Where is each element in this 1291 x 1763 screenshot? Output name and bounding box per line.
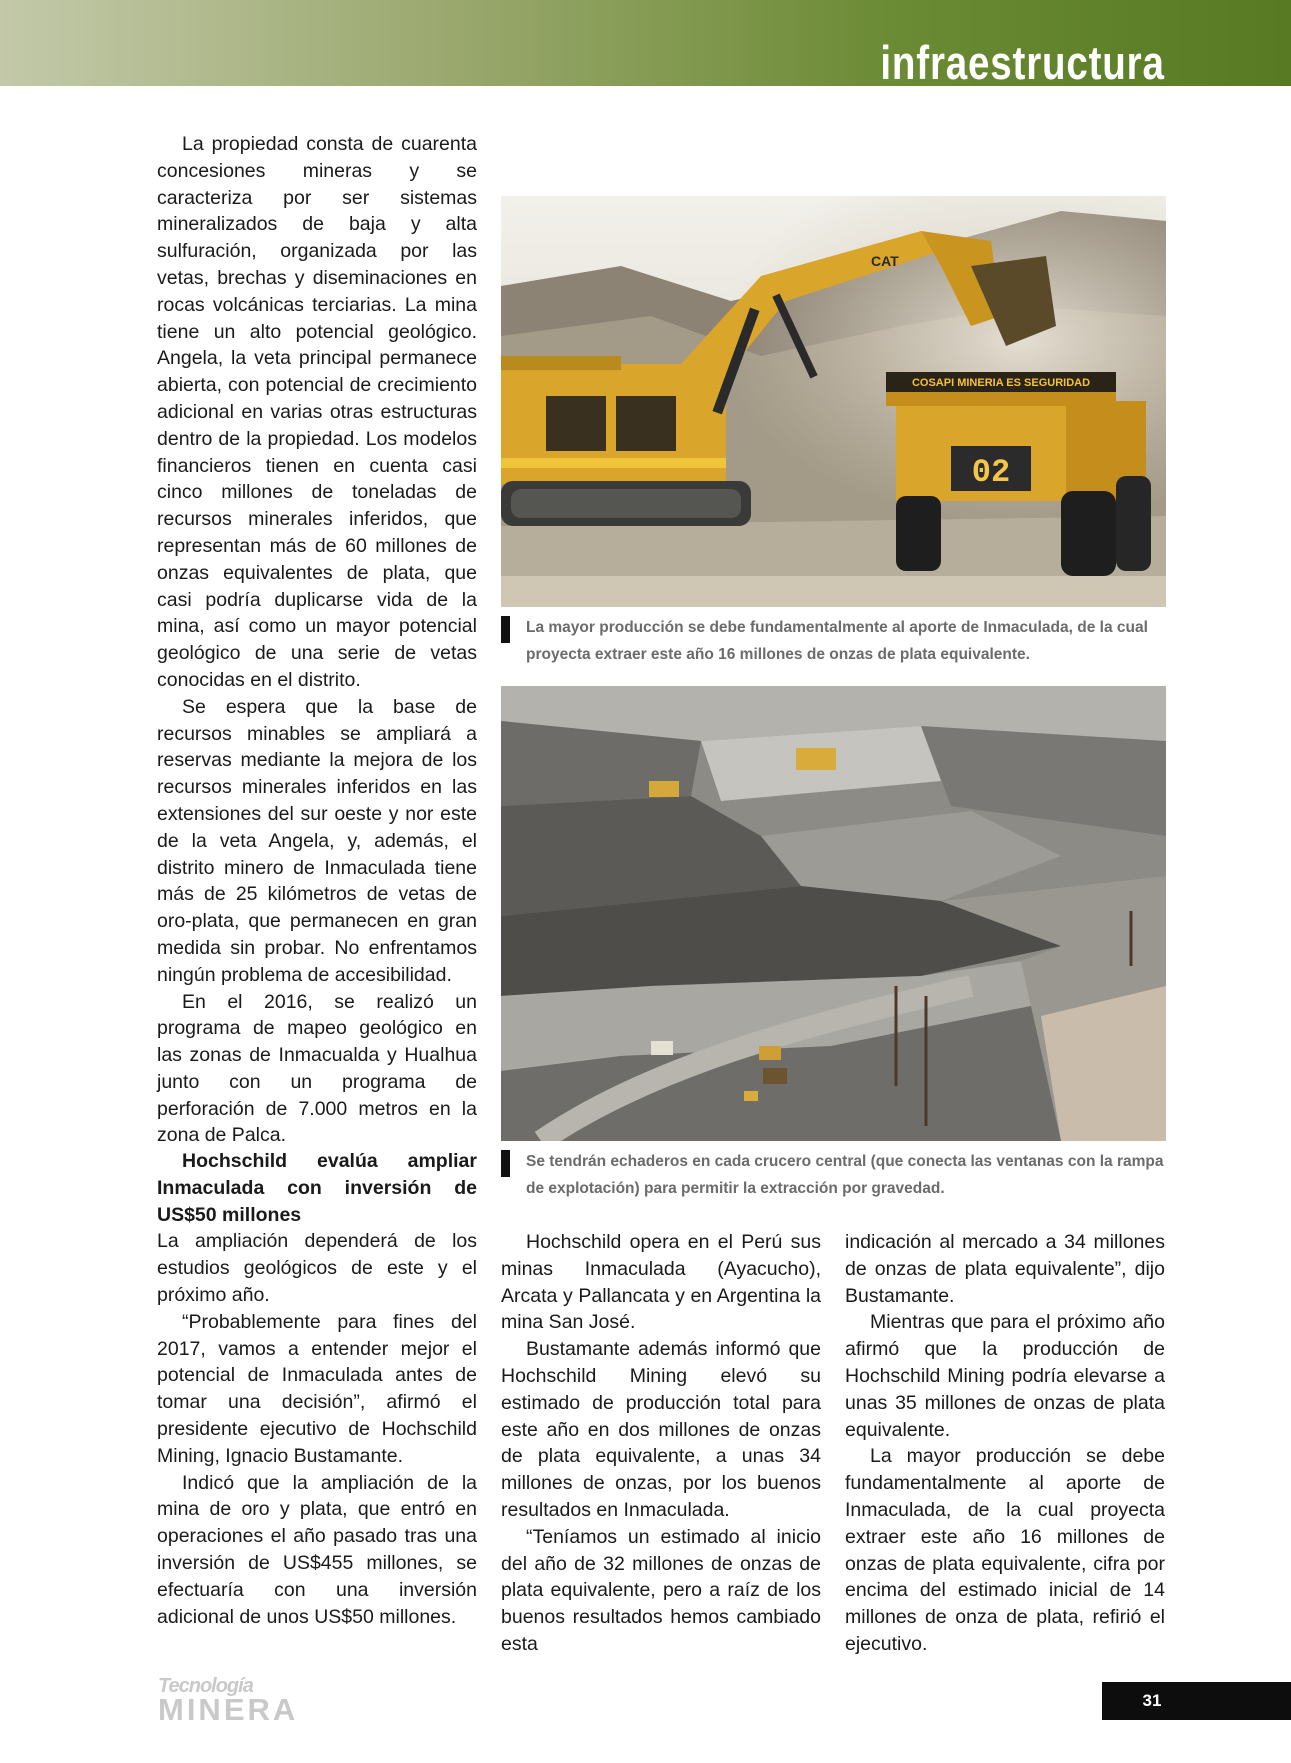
excavator-brand: CAT	[871, 253, 899, 269]
logo-line-2: MINERA	[158, 1692, 299, 1727]
paragraph: indicación al mercado a 34 millones de onzas de plata equivalente”, dijo Bustamante.	[845, 1231, 1165, 1307]
logo-line-1: Tecnología	[158, 1675, 253, 1697]
photo-open-pit	[501, 686, 1166, 1141]
paragraph: Indicó que la ampliación de la mina de oro y plata, que entró en operaciones el año pasado tras una inversión de US$455 millones, se efectuaría con una inversión adicional de unos US$50 millones.	[157, 1471, 477, 1628]
magazine-logo	[158, 1675, 299, 1727]
paragraph: La mayor producción se debe fundamentalmente al aporte de Inmaculada, de la cual proyecta extraer este año 16 millones de onzas de plata equivalente, cifra por encima del estimado inicial de 14 millones de onza de plata, refirió el ejecutivo.	[845, 1445, 1165, 1655]
paragraph: “Probablemente para fines del 2017, vamos a entender mejor el potencial de Inmaculada antes de tomar una decisión”, afirmó el presidente ejecutivo de Hochschild Mining, Ignacio Bustamante.	[157, 1310, 477, 1467]
left-column-top	[157, 131, 477, 1149]
paragraph: Bustamante además informó que Hochschild Mining elevó su estimado de producción total para este año en dos millones de onzas de plata equivalente, a unas 34 millones de onzas, por los buenos resultados en Inmaculada.	[501, 1338, 821, 1521]
truck-number: 02	[971, 454, 1011, 491]
caption-text: La mayor producción se debe fundamentalmente al aporte de Inmaculada, de la cual proyecta extraer este año 16 millones de onzas de plata equivalente.	[526, 619, 1148, 663]
paragraph: En el 2016, se realizó un programa de mapeo geológico en las zonas de Inmacualda y Hualhua junto con un programa de perforación de 7.000 metros en la zona de Palca.	[157, 990, 477, 1147]
paragraph: “Teníamos un estimado al inicio del año de 32 millones de onzas de plata equivalente, pero a raíz de los buenos resultados hemos cambiado esta	[501, 1525, 821, 1655]
paragraph: La ampliación dependerá de los estudios geológicos de este y el próximo año.	[157, 1230, 477, 1306]
truck-banner: COSAPI MINERIA ES SEGURIDAD	[911, 377, 1091, 389]
caption-bar	[501, 616, 510, 643]
section-title: infraestructura	[880, 36, 1165, 89]
caption-text: Se tendrán echaderos en cada crucero central (que conecta las ventanas con la rampa de explotación) para permitir la extracción por gravedad.	[526, 1153, 1164, 1197]
photo-caption	[501, 614, 1166, 668]
photo-excavator-truck	[501, 196, 1166, 607]
caption-bar	[501, 1150, 510, 1177]
paragraph: Hochschild opera en el Perú sus minas Inmaculada (Ayacucho), Arcata y Pallancata y en Argentina la mina San José.	[501, 1231, 821, 1334]
paragraph: Mientras que para el próximo año afirmó que la producción de Hochschild Mining podría elevarse a unas 35 millones de onzas de plata equivalente.	[845, 1311, 1165, 1441]
paragraph: La propiedad consta de cuarenta concesiones mineras y se caracteriza por ser sistemas mineralizados de baja y alta sulfuración, organizada por las vetas, brechas y diseminaciones en rocas volcánicas terciarias. La mina tiene un alto potencial geológico. Angela, la veta principal permanece abierta, con potencial de crecimiento adicional en varias otras estructuras dentro de la propiedad. Los modelos financieros tienen en cuenta casi cinco millones de toneladas de recursos minerales inferidos, que representan más de 60 millones de onzas equivalentes de plata, que casi podría duplicarse vida de la mina, así como un mayor potencial geológico de una serie de vetas conocidas en el distrito.	[157, 133, 477, 691]
middle-column	[501, 1229, 821, 1658]
left-column-bottom	[157, 1148, 477, 1630]
paragraph: Se espera que la base de recursos minables se ampliará a reservas mediante la mejora de los recursos minerales inferidos en las extensiones del sur oeste y nor este de la veta Angela, y, además, el distrito minero de Inmaculada tiene más de 25 kilómetros de vetas de oro-plata, que permanecen en gran medida sin probar. No enfrentamos ningún problema de accesibilidad.	[157, 695, 477, 986]
photo-caption	[501, 1148, 1166, 1202]
page-number-box	[1102, 1682, 1291, 1720]
subheading: Hochschild evalúa ampliar Inmaculada con inversión de US$50 millones	[157, 1150, 477, 1226]
right-column	[845, 1229, 1165, 1658]
page-number: 31	[1142, 1691, 1162, 1710]
